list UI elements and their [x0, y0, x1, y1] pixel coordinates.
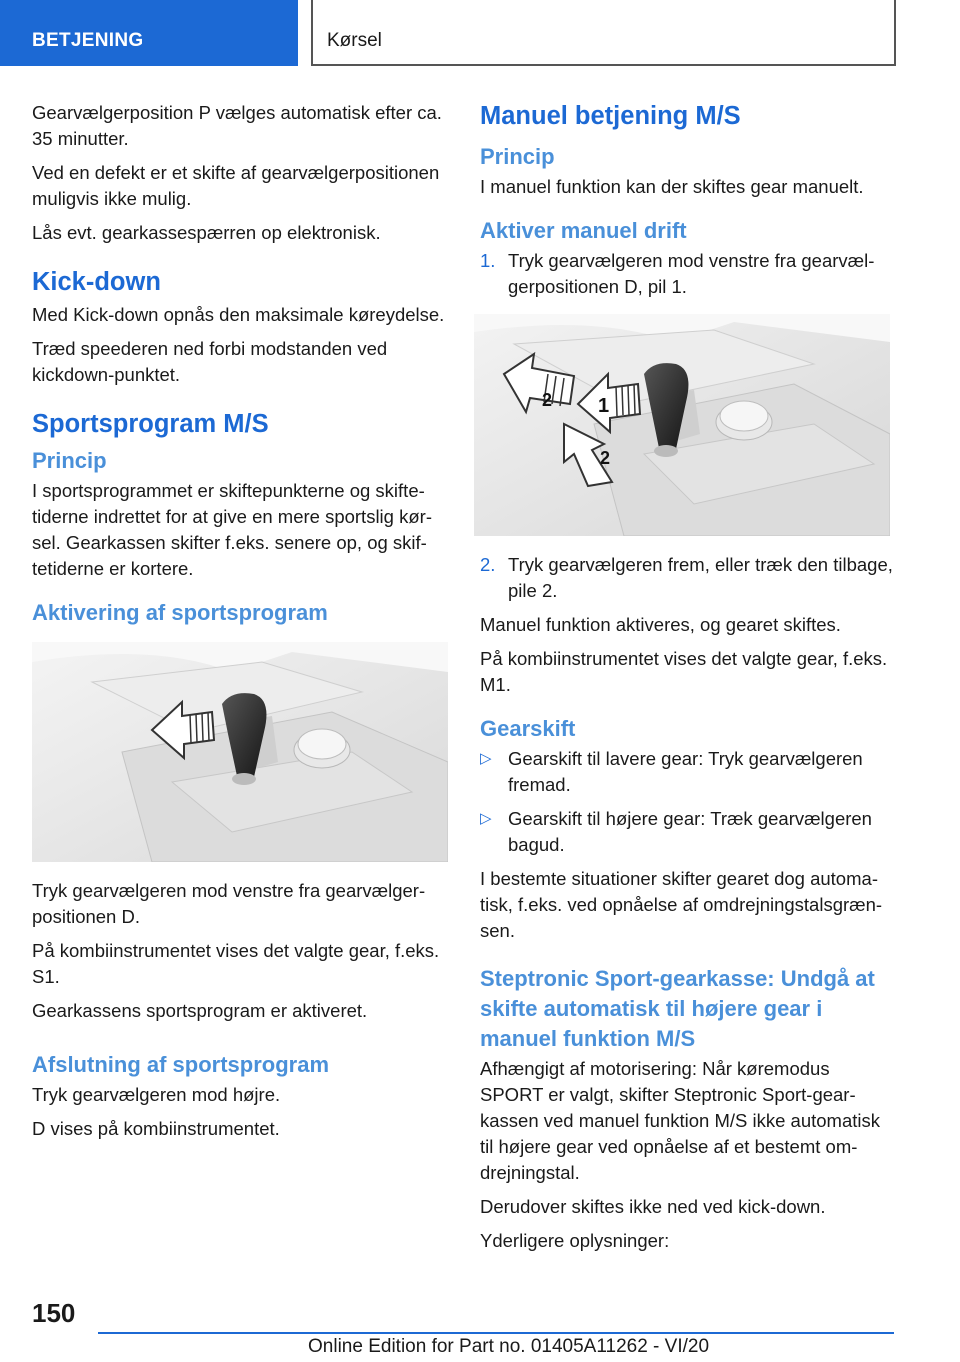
- heading-steptronic: Steptronic Sport-gearkasse: Undgå at skifte automatisk til højere gear i manuel funktion M/S: [480, 966, 875, 1051]
- gear-selector-image: [32, 642, 448, 862]
- paragraph: Gearkassens sportsprogram er aktiveret.: [32, 1000, 368, 1021]
- left-column: [32, 100, 448, 1150]
- paragraph: Derudover skiftes ikke ned ved kick-down.: [480, 1196, 826, 1217]
- triangle-bullet-icon: ▷: [480, 810, 492, 827]
- list-item: [480, 746, 896, 798]
- heading-princip: Princip: [480, 144, 555, 169]
- step-number: 2.: [480, 554, 496, 575]
- paragraph: Tryk gearvælgeren mod venstre fra gearvælgerpositionen D.: [32, 880, 426, 927]
- footer-edition: Online Edition for Part no. 01405A11262 - VI/20: [308, 1336, 710, 1357]
- paragraph: Træd speederen ned forbi modstanden ved kickdown-punktet.: [32, 338, 388, 385]
- page-number: 150: [32, 1298, 76, 1328]
- figure-label: 2: [542, 390, 553, 410]
- gear-selector-image: [474, 314, 890, 536]
- list-item-text: Gearskift til lavere gear: Tryk gearvælgeren fremad.: [508, 748, 863, 795]
- numbered-step: [480, 552, 896, 604]
- numbered-step: [480, 248, 896, 300]
- paragraph: I manuel funktion kan der skiftes gear manuelt.: [480, 176, 864, 197]
- paragraph: På kombiinstrumentet vises det valgte gear, f.eks. M1.: [480, 648, 888, 695]
- heading-princip: Princip: [32, 448, 107, 473]
- header-chapter-label: Kørsel: [327, 30, 382, 51]
- paragraph: Med Kick-down opnås den maksimale køreydelse.: [32, 304, 445, 325]
- paragraph: Yderligere oplysninger:: [480, 1230, 670, 1251]
- header-chapter-box: [311, 0, 896, 66]
- header-section-tab: [0, 0, 298, 66]
- heading-manuel-betjening: Manuel betjening M/S: [480, 102, 741, 130]
- paragraph: På kombiinstrumentet vises det valgte gear, f.eks. S1.: [32, 940, 440, 987]
- heading-aktivering: Aktivering af sportsprogram: [32, 600, 328, 625]
- paragraph: Manuel funktion aktiveres, og gearet skiftes.: [480, 614, 841, 635]
- heading-gearskift: Gearskift: [480, 716, 576, 741]
- step-text: Tryk gearvælgeren frem, eller træk den tilbage, pile 2.: [508, 554, 893, 601]
- triangle-bullet-icon: ▷: [480, 750, 492, 767]
- footer-divider: [98, 1332, 894, 1334]
- right-column: [480, 100, 896, 1262]
- figure-label: 1: [598, 395, 610, 417]
- paragraph: I bestemte situationer skifter gearet dog automatisk, f.eks. ved opnåelse af omdrejningstalsgrænsen.: [480, 868, 883, 941]
- step-text: Tryk gearvælgeren mod venstre fra gearvælgerpositionen D, pil 1.: [508, 250, 875, 297]
- paragraph: Gearvælgerposition P vælges automatisk efter ca. 35 minutter.: [32, 102, 442, 149]
- paragraph: I sportsprogrammet er skiftepunkterne og skiftetiderne indrettet for at give en mere sportslig kørsel. Gearkassen skifter f.eks. senere op, og skiftetiderne er kortere.: [32, 480, 432, 579]
- gear-selector-illustration-manual: [474, 314, 890, 536]
- list-item: [480, 806, 896, 858]
- heading-sportsprogram: Sportsprogram M/S: [32, 410, 269, 438]
- paragraph: D vises på kombiinstrumentet.: [32, 1118, 280, 1139]
- step-number: 1.: [480, 250, 496, 271]
- paragraph: Ved en defekt er et skifte af gearvælgerpositionen muligvis ikke mulig.: [32, 162, 440, 209]
- paragraph: Lås evt. gearkassespærren op elektronisk.: [32, 222, 381, 243]
- paragraph: Afhængigt af motorisering: Når køremodus SPORT er valgt, skifter Steptronic Sport-gearkassen ved manuel funktion M/S ikke automatisk til højere gear ved opnåelse af et bestemt omdrejningstal.: [480, 1058, 880, 1183]
- paragraph: Tryk gearvælgeren mod højre.: [32, 1084, 281, 1105]
- heading-aktiver-manuel-drift: Aktiver manuel drift: [480, 218, 687, 243]
- heading-afslutning: Afslutning af sportsprogram: [32, 1052, 330, 1077]
- header-section-label: BETJENING: [32, 30, 144, 51]
- heading-kick-down: Kick-down: [32, 268, 161, 296]
- figure-label: 2: [600, 448, 611, 468]
- gear-selector-illustration-sport: [32, 642, 448, 862]
- list-item-text: Gearskift til højere gear: Træk gearvælgeren bagud.: [508, 808, 872, 855]
